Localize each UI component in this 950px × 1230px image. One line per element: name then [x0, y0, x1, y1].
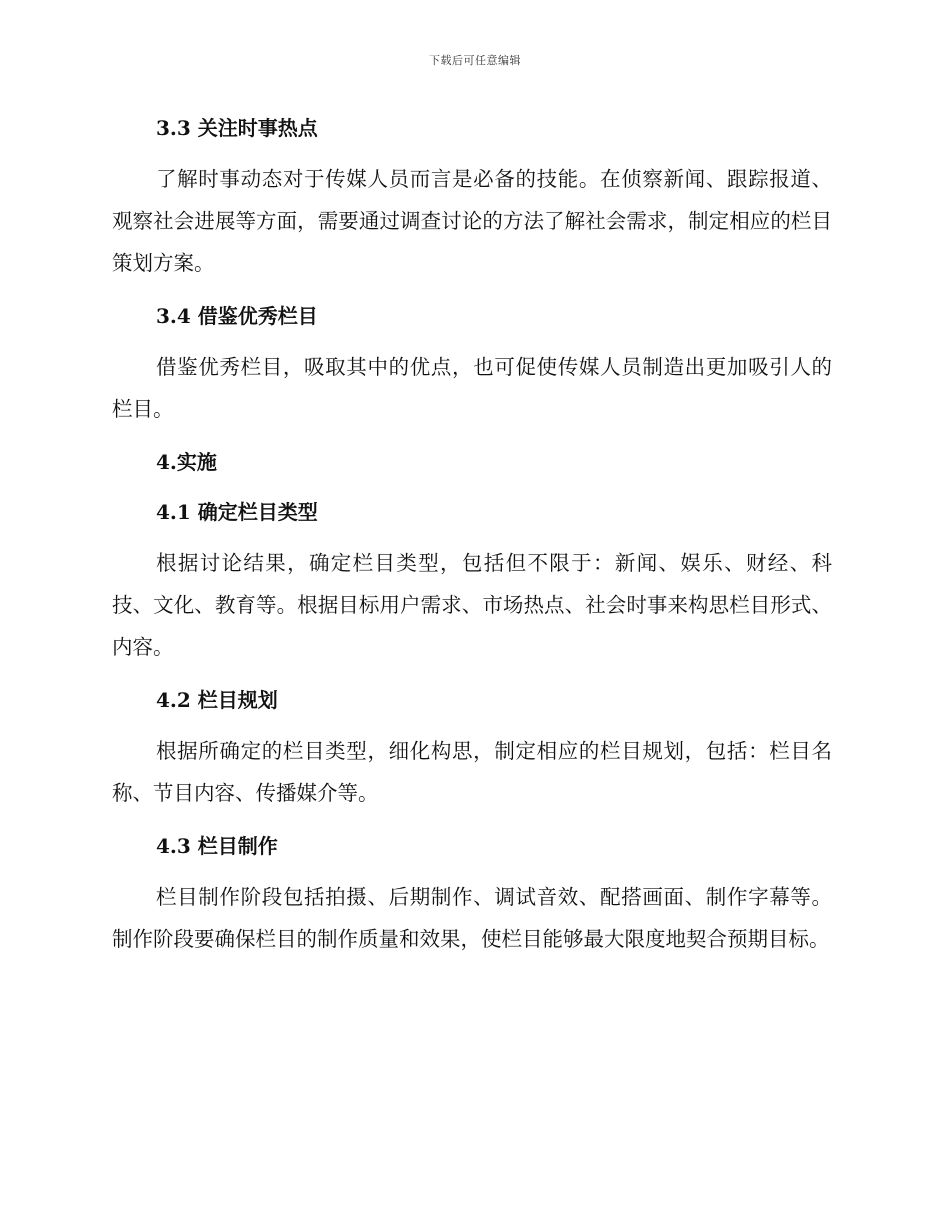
document-body — [112, 110, 832, 960]
section-heading-3-3: 3.3 关注时事热点 — [156, 116, 318, 140]
section-paragraph-3-4: 借鉴优秀栏目，吸取其中的优点，也可促使传媒人员制造出更加吸引人的栏目。 — [112, 355, 832, 421]
section-heading-4-2: 4.2 栏目规划 — [156, 688, 278, 712]
section-heading-4-3: 4.3 栏目制作 — [156, 834, 278, 858]
page-header-note: 下载后可任意编辑 — [429, 54, 521, 67]
section-heading-3-4: 3.4 借鉴优秀栏目 — [156, 304, 318, 328]
section-paragraph-4-3: 栏目制作阶段包括拍摄、后期制作、调试音效、配搭画面、制作字幕等。制作阶段要确保栏目的制作质量和效果，使栏目能够最大限度地契合预期目标。 — [112, 885, 832, 951]
section-paragraph-4-1: 根据讨论结果，确定栏目类型，包括但不限于：新闻、娱乐、财经、科技、文化、教育等。根据目标用户需求、市场热点、社会时事来构思栏目形式、内容。 — [112, 551, 832, 659]
section-heading-4: 4.实施 — [156, 450, 217, 474]
section-heading-4-1: 4.1 确定栏目类型 — [156, 500, 318, 524]
section-paragraph-3-3: 了解时事动态对于传媒人员而言是必备的技能。在侦察新闻、跟踪报道、观察社会进展等方面，需要通过调查讨论的方法了解社会需求，制定相应的栏目策划方案。 — [112, 167, 832, 275]
section-paragraph-4-2: 根据所确定的栏目类型，细化构思，制定相应的栏目规划，包括：栏目名称、节目内容、传播媒介等。 — [112, 739, 832, 805]
